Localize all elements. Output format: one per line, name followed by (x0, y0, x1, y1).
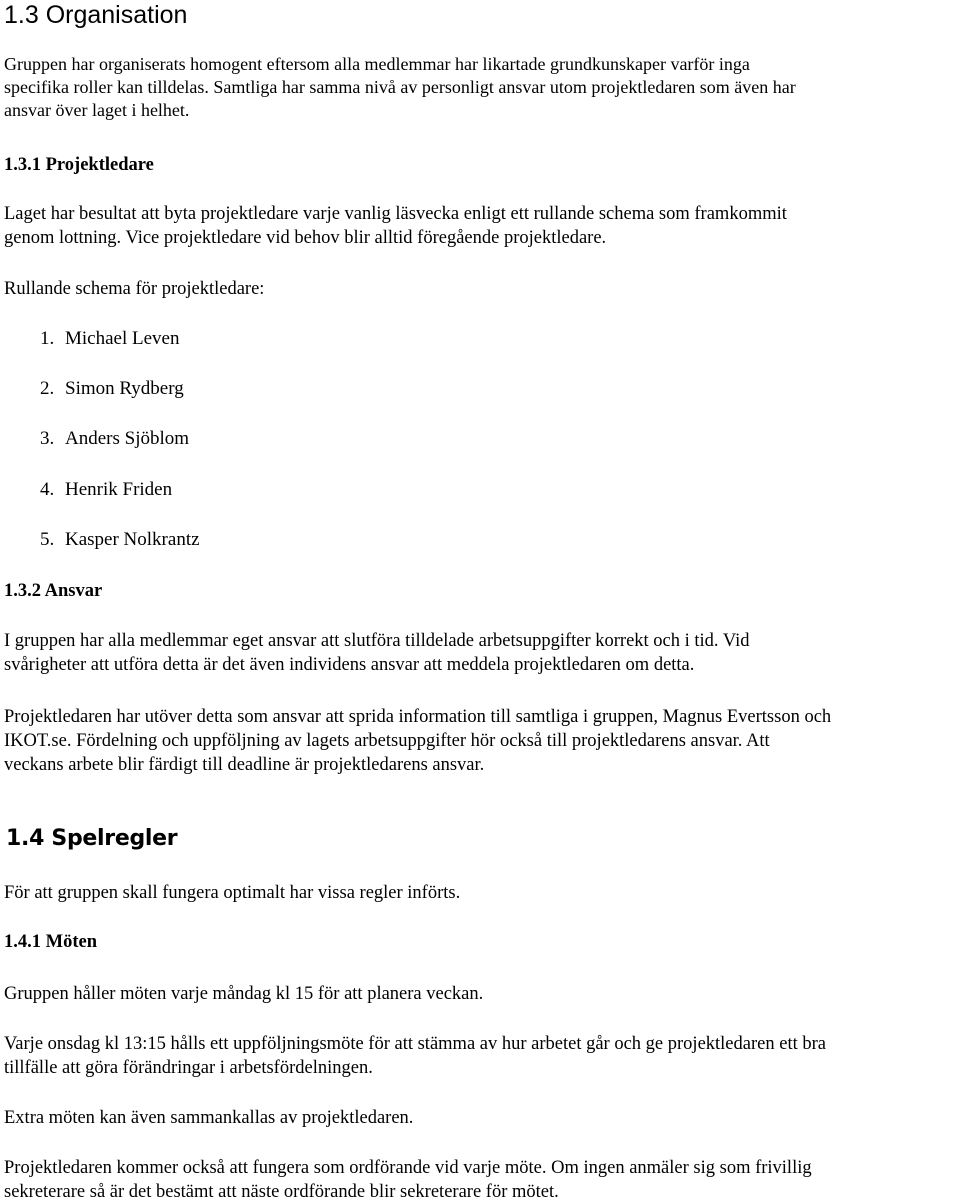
text-line: tillfälle att göra förändringar i arbetsfördelningen. (4, 1058, 373, 1078)
list-number: 4. (40, 479, 55, 500)
list-number: 5. (40, 529, 55, 550)
text-line: svårigheter att utföra detta är det även individens ansvar att meddela projektledaren om detta. (4, 655, 695, 675)
list-item (40, 528, 200, 552)
text-line: genom lottning. Vice projektledare vid behov blir alltid föregående projektledare. (4, 228, 607, 248)
text-line: Gruppen har organiserats homogent eftersom alla medlemmar har likartade grundkunskaper varför inga (4, 54, 750, 74)
moten-paragraph-2 (4, 1032, 826, 1080)
text-line: Projektledaren kommer också att fungera som ordförande vid varje möte. Om ingen anmäler sig som frivillig (4, 1158, 812, 1178)
list-name: Simon Rydberg (65, 378, 184, 399)
list-item (40, 327, 179, 351)
list-name: Anders Sjöblom (65, 428, 190, 449)
text-line: specifika roller kan tilldelas. Samtliga har samma nivå av personligt ansvar utom projektledaren som även har (4, 77, 796, 97)
moten-paragraph-4 (4, 1156, 812, 1204)
organisation-paragraph (4, 53, 796, 122)
spelregler-paragraph: För att gruppen skall fungera optimalt har vissa regler införts. (4, 883, 461, 903)
ansvar-paragraph-1 (4, 629, 749, 677)
subsection-heading-projektledare: 1.3.1 Projektledare (4, 155, 154, 175)
section-heading-spelregler: 1.4 Spelregler (6, 826, 178, 851)
list-number: 2. (40, 378, 55, 399)
list-name: Henrik Friden (65, 479, 173, 500)
list-item (40, 427, 189, 451)
text-line: Laget har besultat att byta projektledare varje vanlig läsvecka enligt ett rullande schema som framkommit (4, 204, 787, 224)
ansvar-paragraph-2 (4, 705, 831, 777)
schedule-label: Rullande schema för projektledare: (4, 279, 265, 299)
list-name: Michael Leven (65, 328, 180, 349)
moten-paragraph-1: Gruppen håller möten varje måndag kl 15 för att planera veckan. (4, 984, 484, 1004)
list-name: Kasper Nolkrantz (65, 529, 200, 550)
text-line: IKOT.se. Fördelning och uppföljning av lagets arbetsuppgifter hör också till projektledarens ansvar. Att (4, 731, 770, 751)
section-heading-organisation: 1.3 Organisation (4, 1, 188, 29)
text-line: I gruppen har alla medlemmar eget ansvar att slutföra tilldelade arbetsuppgifter korrekt och i tid. Vid (4, 631, 750, 651)
moten-paragraph-3: Extra möten kan även sammankallas av projektledaren. (4, 1108, 414, 1128)
text-line: veckans arbete blir färdigt till deadline är projektledarens ansvar. (4, 755, 485, 775)
list-number: 3. (40, 428, 55, 449)
text-line: Projektledaren har utöver detta som ansvar att sprida information till samtliga i gruppen, Magnus Evertsson och (4, 707, 832, 727)
text-line: sekreterare så är det bestämt att näste ordförande blir sekreterare för mötet. (4, 1182, 559, 1202)
text-line: Varje onsdag kl 13:15 hålls ett uppföljningsmöte för att stämma av hur arbetet går och ge projektledaren ett bra (4, 1034, 826, 1054)
list-number: 1. (40, 328, 55, 349)
subsection-heading-moten: 1.4.1 Möten (4, 932, 97, 952)
projektledare-paragraph (4, 202, 787, 250)
list-item (40, 478, 172, 502)
subsection-heading-ansvar: 1.3.2 Ansvar (4, 581, 103, 601)
list-item (40, 377, 184, 401)
text-line: ansvar över laget i helhet. (4, 100, 190, 120)
